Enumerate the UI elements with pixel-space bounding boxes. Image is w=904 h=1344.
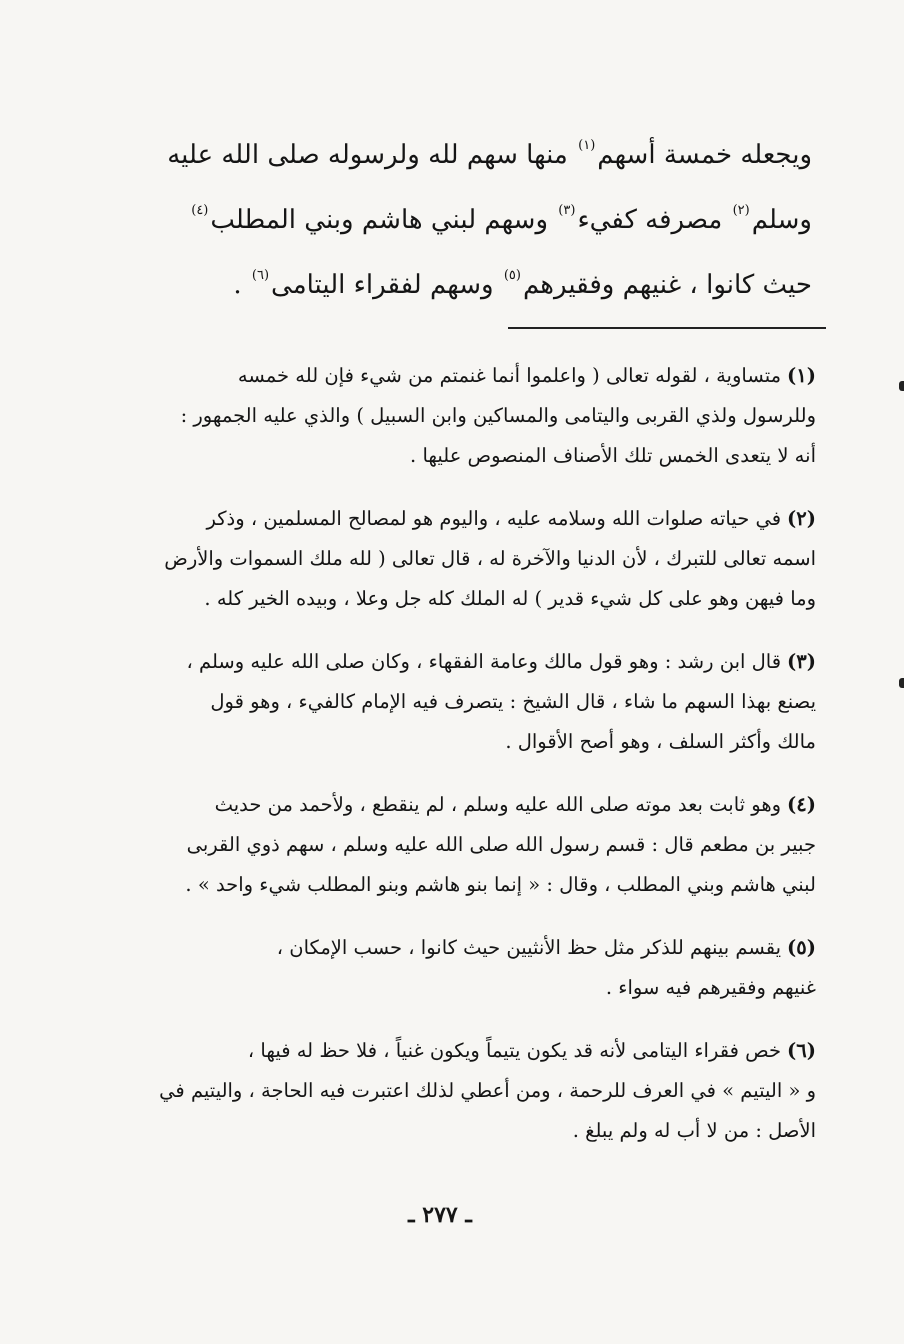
- footnote-line: [88, 968, 816, 1008]
- footnote-text: قال ابن رشد : وهو قول مالك وعامة الفقهاء ، وكان صلى الله عليه وسلم ،: [186, 650, 782, 673]
- footnotes-section: [88, 356, 816, 1174]
- footnote-line: [88, 1111, 816, 1151]
- main-text-segment: وسلم: [751, 205, 812, 235]
- page-number: ـ ٢٧٧ ـ: [408, 1202, 472, 1228]
- footnote: [88, 499, 816, 619]
- footnote-number: (٣): [787, 650, 816, 673]
- footnote: [88, 928, 816, 1008]
- main-text-segment: منها سهم لله ولرسوله صلى الله عليه: [167, 140, 577, 170]
- footnote-line: [88, 1031, 816, 1071]
- footnote-number: (٦): [787, 1039, 816, 1062]
- footnote-text: اسمه تعالى للتبرك ، لأن الدنيا والآخرة له ، قال تعالى ( لله ملك السموات والأرض: [164, 547, 816, 570]
- footnote-line: [88, 682, 816, 722]
- footnote-number: (١): [787, 364, 816, 387]
- main-text-line: [100, 118, 812, 183]
- footnote: [88, 785, 816, 905]
- footnote-reference: (٦): [251, 268, 270, 283]
- footnote-reference: (٥): [503, 268, 521, 283]
- footnote-text: غنيهم وفقيرهم فيه سواء .: [605, 976, 816, 999]
- footnote-reference: (٢): [732, 203, 750, 218]
- footnote-text: وللرسول ولذي القربى واليتامى والمساكين وابن السبيل ) والذي عليه الجمهور :: [180, 404, 816, 427]
- main-text-segment: حيث كانوا ، غنيهم وفقيرهم: [522, 270, 812, 300]
- footnote-text: وهو ثابت بعد موته صلى الله عليه وسلم ، لم ينقطع ، ولأحمد من حديث: [214, 793, 782, 816]
- footnote-reference: (١): [578, 138, 596, 153]
- footnote-reference: (٤): [191, 203, 209, 218]
- footnote-number: (٥): [787, 936, 816, 959]
- footnote-line: [88, 865, 816, 905]
- main-text-line: [100, 183, 812, 248]
- footnote-line: [88, 928, 816, 968]
- footnote-line: [88, 436, 816, 476]
- footnote-line: [88, 785, 816, 825]
- footnote-line: [88, 539, 816, 579]
- footnote-line: [88, 579, 816, 619]
- footnote-separator: [508, 327, 826, 329]
- main-text-segment: .: [233, 270, 250, 300]
- footnote-reference: (٣): [558, 203, 576, 218]
- footnote-text: وما فيهن وهو على كل شيء قدير ) له الملك كله جل وعلا ، وبيده الخير كله .: [204, 587, 816, 610]
- footnote-line: [88, 825, 816, 865]
- footnote-text: في حياته صلوات الله وسلامه عليه ، واليوم هو لمصالح المسلمين ، وذكر: [206, 507, 782, 530]
- main-text-line: [100, 248, 812, 313]
- main-text-segment: وسهم لفقراء اليتامى: [271, 270, 502, 300]
- footnote-line: [88, 1071, 816, 1111]
- main-text: [100, 118, 812, 313]
- margin-mark: [899, 678, 904, 688]
- footnote-text: مالك وأكثر السلف ، وهو أصح الأقوال .: [505, 730, 816, 753]
- footnote: [88, 356, 816, 476]
- main-text-segment: مصرفه كفيء: [577, 205, 731, 235]
- footnote-line: [88, 396, 816, 436]
- footnote-text: لبني هاشم وبني المطلب ، وقال : « إنما بنو هاشم وبنو المطلب شيء واحد » .: [185, 873, 816, 896]
- footnote-text: خص فقراء اليتامى لأنه قد يكون يتيماً ويكون غنياً ، فلا حظ له فيها ،: [247, 1039, 782, 1062]
- footnote-text: متساوية ، لقوله تعالى ( واعلموا أنما غنمتم من شيء فإن لله خمسه: [237, 364, 782, 387]
- footnote-text: أنه لا يتعدى الخمس تلك الأصناف المنصوص عليها .: [410, 444, 816, 467]
- footnote: [88, 642, 816, 762]
- footnote-number: (٤): [787, 793, 816, 816]
- main-text-segment: ويجعله خمسة أسهم: [597, 140, 812, 170]
- footnote-text: الأصل : من لا أب له ولم يبلغ .: [572, 1119, 816, 1142]
- footnote-line: [88, 499, 816, 539]
- footnote-text: و « اليتيم » في العرف للرحمة ، ومن أعطي لذلك اعتبرت فيه الحاجة ، واليتيم في: [159, 1079, 816, 1102]
- footnote-text: يصنع بهذا السهم ما شاء ، قال الشيخ : يتصرف فيه الإمام كالفيء ، وهو قول: [210, 690, 816, 713]
- footnote-number: (٢): [787, 507, 816, 530]
- footnote-text: يقسم بينهم للذكر مثل حظ الأنثيين حيث كانوا ، حسب الإمكان ،: [276, 936, 782, 959]
- main-text-segment: وسهم لبني هاشم وبني المطلب: [210, 205, 557, 235]
- footnote-text: جبير بن مطعم قال : قسم رسول الله صلى الله عليه وسلم ، سهم ذوي القربى: [186, 833, 816, 856]
- footnote-line: [88, 642, 816, 682]
- footnote: [88, 1031, 816, 1151]
- margin-mark: [899, 381, 904, 391]
- footnote-line: [88, 356, 816, 396]
- footnote-line: [88, 722, 816, 762]
